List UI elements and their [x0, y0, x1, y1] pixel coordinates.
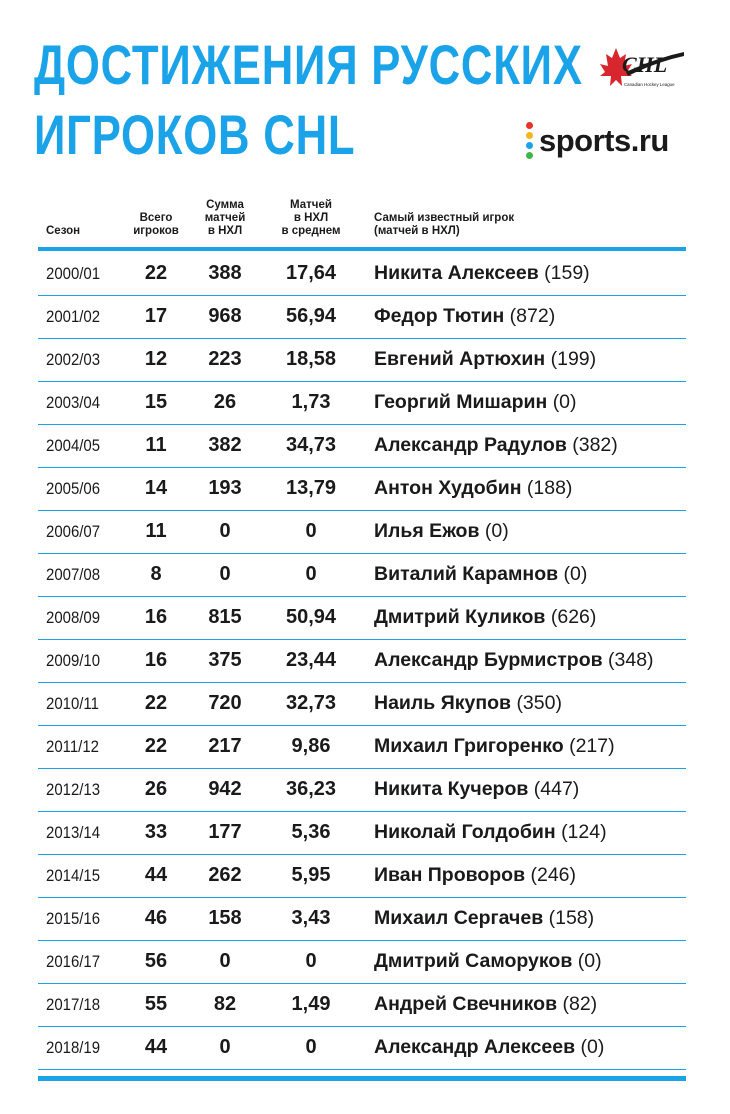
header-best-player-l1: Самый известный игрок	[374, 212, 515, 224]
cell-nhl-games-avg: 13,79	[285, 477, 337, 499]
chl-logo-text: CHL	[622, 52, 668, 77]
player-name: Дмитрий Куликов	[374, 606, 546, 628]
player-name: Федор Тютин	[374, 305, 505, 327]
cell-nhl-games-sum: 0	[219, 563, 231, 585]
cell-nhl-games-avg: 0	[305, 1036, 317, 1058]
player-nhl-games: (872)	[509, 305, 556, 327]
cell-total-players: 16	[144, 649, 168, 671]
cell-best-player	[374, 855, 576, 896]
cell-season: 2015/16	[46, 909, 101, 928]
header-total-players	[122, 212, 190, 238]
cell-nhl-games-sum: 942	[208, 778, 242, 800]
table-row	[38, 382, 686, 425]
cell-total-players: 14	[144, 477, 168, 499]
chl-logo-subtitle: Canadian Hockey League	[624, 82, 675, 87]
cell-best-player	[374, 468, 572, 509]
cell-best-player	[374, 1027, 604, 1068]
cell-best-player	[374, 812, 607, 853]
player-name: Виталий Карамнов	[374, 563, 559, 585]
cell-season: 2003/04	[46, 393, 101, 412]
cell-season: 2009/10	[46, 651, 101, 670]
table-row	[38, 898, 686, 941]
sports-ru-wordmark: sports.ru	[539, 122, 669, 158]
cell-nhl-games-avg: 9,86	[291, 735, 331, 757]
cell-nhl-games-avg: 17,64	[285, 262, 337, 284]
cell-total-players: 11	[145, 520, 167, 542]
cell-nhl-games-avg: 1,73	[291, 391, 331, 413]
player-name: Александр Бурмистров	[374, 649, 603, 671]
cell-nhl-games-sum: 968	[208, 305, 242, 327]
cell-season: 2005/06	[46, 479, 101, 498]
cell-nhl-games-sum: 0	[219, 1036, 231, 1058]
cell-nhl-games-sum: 26	[213, 391, 237, 413]
table-row	[38, 726, 686, 769]
table-row	[38, 597, 686, 640]
table-row	[38, 253, 686, 296]
player-nhl-games: (626)	[550, 606, 597, 628]
cell-total-players: 26	[144, 778, 168, 800]
table-row	[38, 296, 686, 339]
cell-nhl-games-avg: 36,23	[285, 778, 337, 800]
player-nhl-games: (199)	[550, 348, 597, 370]
cell-nhl-games-sum: 388	[208, 262, 242, 284]
cell-nhl-games-avg: 0	[305, 520, 317, 542]
sports-ru-dots-icon	[526, 122, 533, 159]
header-season: Сезон	[46, 225, 81, 237]
cell-nhl-games-sum: 382	[208, 434, 242, 456]
header-best-player-l2: (матчей в НХЛ)	[374, 225, 460, 237]
cell-season: 2001/02	[46, 307, 101, 326]
cell-total-players: 44	[144, 1036, 168, 1058]
player-nhl-games: (124)	[561, 821, 607, 843]
cell-total-players: 55	[144, 993, 168, 1015]
player-name: Николай Голдобин	[374, 821, 556, 843]
table-row	[38, 1027, 686, 1070]
player-nhl-games: (0)	[577, 950, 602, 972]
cell-season: 2017/18	[46, 995, 101, 1014]
cell-season: 2010/11	[46, 694, 99, 713]
cell-best-player	[374, 339, 596, 380]
page-title	[34, 30, 583, 170]
cell-total-players: 33	[144, 821, 168, 843]
dot-green	[526, 152, 533, 159]
cell-total-players: 44	[144, 864, 168, 886]
header-sum-l2: матчей	[204, 212, 246, 224]
player-name: Наиль Якупов	[374, 692, 512, 714]
player-name: Александр Алексеев	[374, 1036, 576, 1058]
cell-nhl-games-avg: 0	[305, 563, 317, 585]
table-row	[38, 984, 686, 1027]
cell-season: 2012/13	[46, 780, 101, 799]
cell-nhl-games-avg: 3,43	[291, 907, 331, 929]
cell-season: 2014/15	[46, 866, 101, 885]
cell-total-players: 22	[144, 262, 168, 284]
cell-total-players: 46	[144, 907, 168, 929]
cell-season: 2018/19	[46, 1038, 101, 1057]
player-nhl-games: (0)	[563, 563, 588, 585]
table-row	[38, 769, 686, 812]
table-row	[38, 941, 686, 984]
dot-blue	[526, 142, 533, 149]
cell-nhl-games-avg: 1,49	[291, 993, 331, 1015]
header-total-players-l2: игроков	[133, 225, 179, 237]
cell-best-player	[374, 597, 596, 638]
player-name: Михаил Сергачев	[374, 907, 544, 929]
player-nhl-games: (0)	[484, 520, 509, 542]
header-total-players-l1: Всего	[139, 212, 173, 224]
cell-nhl-games-sum: 223	[208, 348, 242, 370]
player-name: Александр Радулов	[374, 434, 567, 456]
header-sum-l3: в НХЛ	[207, 225, 243, 237]
cell-nhl-games-avg: 56,94	[285, 305, 337, 327]
cell-best-player	[374, 511, 509, 552]
player-name: Евгений Артюхин	[374, 348, 546, 370]
cell-best-player	[374, 726, 615, 767]
cell-total-players: 16	[144, 606, 168, 628]
cell-nhl-games-avg: 23,44	[285, 649, 337, 671]
player-nhl-games: (82)	[562, 993, 598, 1015]
player-name: Иван Проворов	[374, 864, 526, 886]
player-nhl-games: (382)	[572, 434, 618, 456]
cell-nhl-games-avg: 5,95	[291, 864, 331, 886]
cell-nhl-games-avg: 18,58	[285, 348, 337, 370]
cell-best-player	[374, 296, 555, 337]
cell-season: 2000/01	[46, 264, 101, 283]
player-nhl-games: (158)	[548, 907, 595, 929]
cell-nhl-games-sum: 0	[219, 950, 231, 972]
cell-nhl-games-sum: 177	[208, 821, 242, 843]
cell-best-player	[374, 683, 562, 724]
table-bottom-border	[38, 1076, 686, 1081]
player-nhl-games: (348)	[608, 649, 654, 671]
header-avg-l3: в среднем	[281, 225, 341, 237]
player-nhl-games: (0)	[580, 1036, 605, 1058]
header-sum-l1: Сумма	[206, 199, 244, 211]
cell-nhl-games-sum: 720	[208, 692, 242, 714]
cell-total-players: 12	[144, 348, 168, 370]
player-nhl-games: (159)	[544, 262, 590, 284]
header-nhl-games-avg	[270, 199, 352, 238]
cell-season: 2013/14	[46, 823, 101, 842]
player-name: Дмитрий Саморуков	[374, 950, 573, 972]
header-avg-l2: в НХЛ	[293, 212, 329, 224]
cell-nhl-games-avg: 50,94	[285, 606, 337, 628]
dot-yellow	[526, 132, 533, 139]
cell-nhl-games-avg: 0	[305, 950, 317, 972]
player-name: Антон Худобин	[374, 477, 522, 499]
cell-best-player	[374, 898, 594, 939]
player-name: Андрей Свечников	[374, 993, 558, 1015]
cell-best-player	[374, 640, 654, 681]
table-row	[38, 425, 686, 468]
cell-total-players: 17	[144, 305, 168, 327]
header-avg-l1: Матчей	[290, 199, 332, 211]
cell-best-player	[374, 941, 602, 982]
dot-red	[526, 122, 533, 129]
player-name: Никита Кучеров	[374, 778, 529, 800]
header-divider	[38, 247, 686, 251]
cell-season: 2004/05	[46, 436, 101, 455]
page-title-line-2: ИГРОКОВ CHL	[34, 103, 356, 166]
player-nhl-games: (217)	[569, 735, 615, 757]
cell-nhl-games-sum: 82	[213, 993, 237, 1015]
cell-season: 2006/07	[46, 522, 101, 541]
player-name: Георгий Мишарин	[374, 391, 548, 413]
cell-nhl-games-sum: 815	[208, 606, 242, 628]
cell-season: 2011/12	[46, 737, 99, 756]
player-name: Никита Алексеев	[374, 262, 539, 284]
cell-best-player	[374, 769, 579, 810]
cell-season: 2002/03	[46, 350, 101, 369]
cell-nhl-games-sum: 217	[208, 735, 242, 757]
cell-total-players: 11	[145, 434, 167, 456]
cell-total-players: 22	[144, 692, 168, 714]
page-title-line-1: ДОСТИЖЕНИЯ РУССКИХ	[34, 33, 583, 96]
cell-nhl-games-sum: 0	[219, 520, 231, 542]
player-name: Михаил Григоренко	[374, 735, 564, 757]
table-row	[38, 554, 686, 597]
player-nhl-games: (0)	[552, 391, 577, 413]
player-nhl-games: (246)	[530, 864, 577, 886]
table-row	[38, 683, 686, 726]
cell-best-player	[374, 382, 577, 423]
table-row	[38, 468, 686, 511]
cell-season: 2007/08	[46, 565, 101, 584]
cell-best-player	[374, 554, 587, 595]
cell-nhl-games-sum: 193	[208, 477, 242, 499]
cell-nhl-games-sum: 158	[208, 907, 242, 929]
cell-nhl-games-avg: 5,36	[291, 821, 331, 843]
cell-best-player	[374, 984, 597, 1025]
cell-season: 2008/09	[46, 608, 101, 627]
cell-total-players: 8	[150, 563, 162, 585]
cell-nhl-games-sum: 375	[208, 649, 242, 671]
cell-nhl-games-avg: 34,73	[285, 434, 337, 456]
player-nhl-games: (188)	[526, 477, 573, 499]
cell-season: 2016/17	[46, 952, 101, 971]
cell-total-players: 15	[144, 391, 168, 413]
cell-nhl-games-sum: 262	[208, 864, 242, 886]
header-nhl-games-sum	[196, 199, 254, 238]
header-best-player	[374, 212, 514, 238]
table-row	[38, 640, 686, 683]
table-row	[38, 855, 686, 898]
table-row	[38, 812, 686, 855]
sports-ru-logo	[526, 122, 669, 159]
table-body	[38, 253, 686, 1070]
table-row	[38, 339, 686, 382]
cell-best-player	[374, 425, 618, 466]
player-nhl-games: (350)	[516, 692, 562, 714]
player-name: Илья Ежов	[374, 520, 480, 542]
table-row	[38, 511, 686, 554]
cell-best-player	[374, 253, 590, 294]
cell-total-players: 22	[144, 735, 168, 757]
cell-total-players: 56	[144, 950, 168, 972]
chl-logo	[596, 42, 688, 92]
player-nhl-games: (447)	[533, 778, 580, 800]
table-header	[38, 186, 686, 246]
cell-nhl-games-avg: 32,73	[285, 692, 337, 714]
